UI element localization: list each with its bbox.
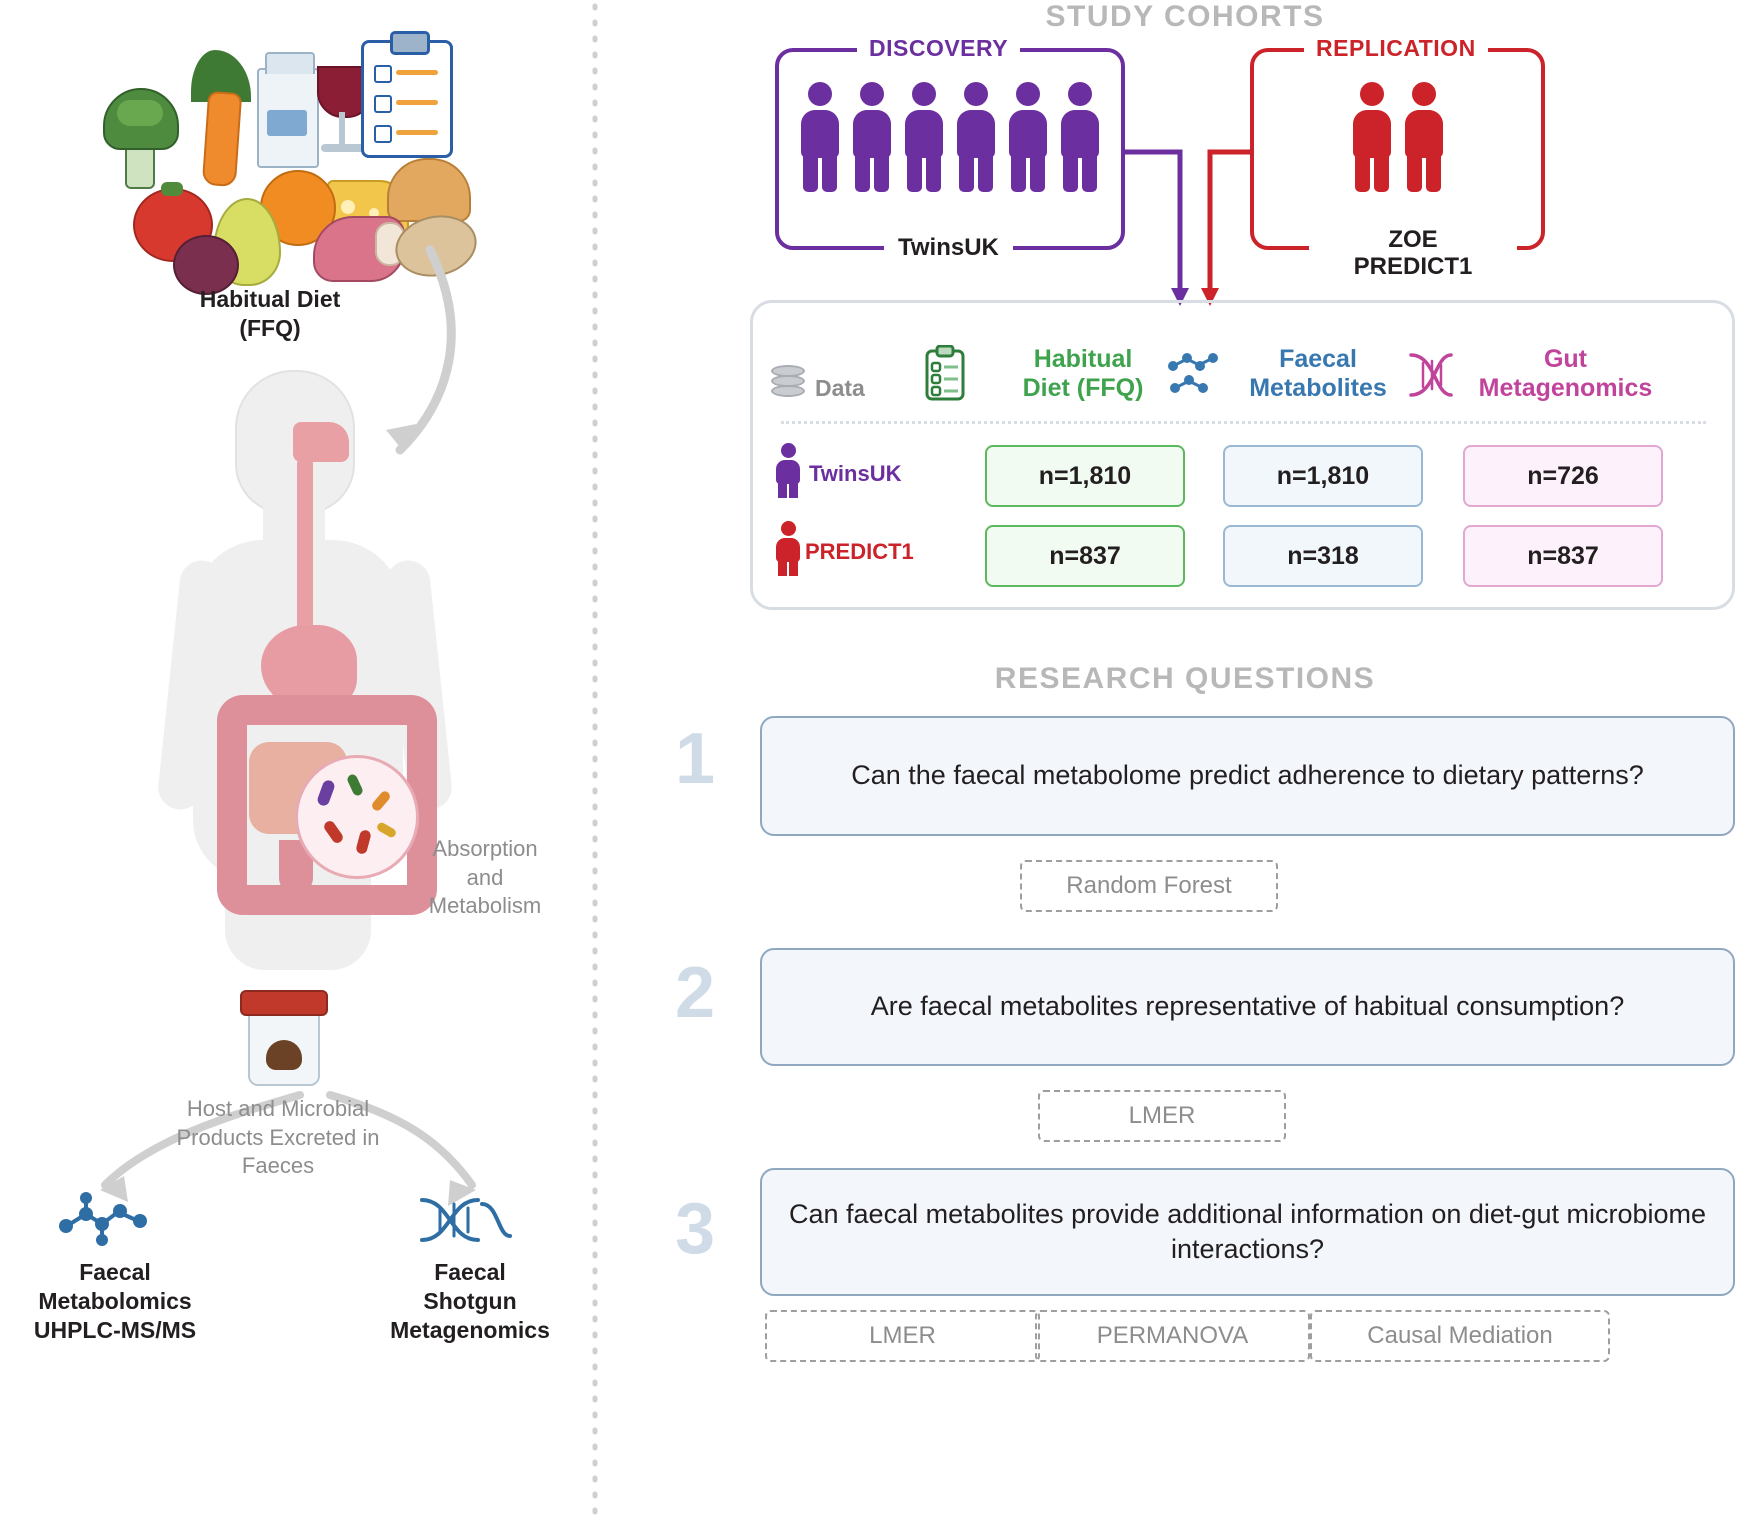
question-1-box: Can the faecal metabolome predict adherence to dietary patterns? bbox=[760, 716, 1735, 836]
microbe-icon bbox=[322, 819, 345, 845]
human-body-illustration bbox=[175, 370, 435, 970]
cell-predict1-faecal-metabolites: n=318 bbox=[1223, 525, 1423, 587]
row-label-predict1: PREDICT1 bbox=[805, 539, 914, 564]
faecal-metabolomics-label bbox=[0, 1258, 230, 1344]
research-questions-title: RESEARCH QUESTIONS bbox=[994, 662, 1376, 695]
excreted-line3: Faeces bbox=[241, 1153, 315, 1179]
meat-icon bbox=[313, 216, 405, 282]
left-panel-study-overview bbox=[0, 0, 580, 1528]
excreted-line1: Host and Microbial bbox=[186, 1096, 370, 1121]
stool-pot-body bbox=[248, 1012, 320, 1086]
habitual-diet-label-line2: (FFQ) bbox=[239, 314, 301, 341]
absorption-line1: Absorption bbox=[432, 836, 538, 861]
stool-sample-pot-icon bbox=[240, 990, 324, 1082]
microbe-icon bbox=[316, 779, 336, 808]
person-icon bbox=[851, 82, 893, 192]
discovery-cohort-box bbox=[775, 35, 1125, 261]
method-chip-lmer-2: LMER bbox=[765, 1310, 1040, 1362]
bread-icon bbox=[387, 158, 471, 222]
microbe-icon bbox=[346, 773, 364, 797]
data-summary-table bbox=[750, 300, 1735, 610]
column-header-gut-metagenomics bbox=[1453, 345, 1678, 403]
clipboard-row bbox=[374, 65, 438, 81]
question-3-number: 3 bbox=[674, 1189, 716, 1269]
microbe-icon bbox=[370, 789, 392, 812]
database-icon bbox=[771, 365, 805, 401]
food-illustration bbox=[95, 30, 425, 280]
row-label-twinsuk: TwinsUK bbox=[809, 461, 902, 486]
wine-glass-foot-icon bbox=[321, 144, 365, 152]
absorption-metabolism-label bbox=[400, 835, 570, 921]
faecal-metagenomics-label bbox=[350, 1258, 590, 1344]
method-chip-causal-mediation: Causal Mediation bbox=[1310, 1310, 1610, 1362]
person-icon bbox=[1059, 82, 1101, 192]
metabolomics-line2: Metabolomics bbox=[38, 1287, 192, 1314]
milk-carton-icon bbox=[257, 68, 319, 168]
person-icon bbox=[1007, 82, 1049, 192]
discovery-people-group bbox=[779, 82, 1121, 192]
column-header-faecal-metabolites bbox=[1223, 345, 1413, 403]
column-header-gut-metagenomics-line2: Metagenomics bbox=[1478, 373, 1653, 402]
replication-cohort-name-line1: ZOE bbox=[1388, 226, 1438, 254]
replication-people-group bbox=[1254, 82, 1541, 192]
stool-icon bbox=[266, 1040, 302, 1070]
wine-glass-stem-icon bbox=[339, 112, 345, 146]
replication-cohort-box bbox=[1250, 35, 1545, 280]
table-divider bbox=[781, 421, 1706, 424]
predict1-person-icon bbox=[775, 521, 801, 575]
study-cohorts-title: STUDY COHORTS bbox=[1045, 0, 1325, 33]
ffq-clipboard-icon bbox=[361, 40, 453, 158]
question-2-box: Are faecal metabolites representative of habitual consumption? bbox=[760, 948, 1735, 1066]
metabolomics-line1: Faecal bbox=[79, 1259, 151, 1285]
cell-twinsuk-gut-metagenomics: n=726 bbox=[1463, 445, 1663, 507]
cell-predict1-gut-metagenomics: n=837 bbox=[1463, 525, 1663, 587]
carrot-icon bbox=[202, 91, 242, 187]
panel-divider bbox=[592, 0, 598, 1528]
column-header-gut-metagenomics-line1: Gut bbox=[1543, 345, 1588, 373]
method-chip-lmer: LMER bbox=[1038, 1090, 1286, 1142]
replication-legend-label: REPLICATION bbox=[1304, 35, 1488, 62]
metagenomics-line3: Metagenomics bbox=[390, 1316, 550, 1343]
stool-pot-lid bbox=[240, 990, 328, 1016]
question-3-box: Can faecal metabolites provide additional information on diet-gut microbiome interactions? bbox=[760, 1168, 1735, 1296]
broccoli-icon bbox=[103, 88, 179, 150]
twinsuk-person-icon bbox=[775, 443, 801, 497]
method-chip-random-forest: Random Forest bbox=[1020, 860, 1278, 912]
person-icon bbox=[903, 82, 945, 192]
cell-predict1-habitual-diet: n=837 bbox=[985, 525, 1185, 587]
question-2-number: 2 bbox=[674, 953, 716, 1033]
metabolomics-line3: UHPLC-MS/MS bbox=[33, 1316, 197, 1343]
discovery-legend-label: DISCOVERY bbox=[857, 35, 1020, 62]
absorption-line3: Metabolism bbox=[428, 893, 542, 919]
cell-twinsuk-faecal-metabolites: n=1,810 bbox=[1223, 445, 1423, 507]
dna-icon bbox=[410, 1190, 520, 1250]
question-1-number: 1 bbox=[674, 719, 716, 799]
replication-cohort-name bbox=[1309, 227, 1517, 280]
discovery-cohort-name: TwinsUK bbox=[884, 234, 1013, 262]
method-chip-permanova: PERMANOVA bbox=[1035, 1310, 1310, 1362]
clipboard-row bbox=[374, 125, 438, 141]
microbe-icon bbox=[376, 821, 398, 839]
absorption-line2: and bbox=[466, 864, 504, 890]
person-icon bbox=[1351, 82, 1393, 192]
metagenomics-line1: Faecal bbox=[434, 1259, 506, 1285]
habitual-diet-label bbox=[120, 285, 420, 343]
excreted-line2: Products Excreted in bbox=[176, 1124, 380, 1150]
metagenomics-line2: Shotgun bbox=[423, 1287, 517, 1314]
habitual-diet-label-line1: Habitual Diet bbox=[199, 286, 341, 312]
esophagus-icon bbox=[297, 456, 313, 646]
clipboard-row bbox=[374, 95, 438, 111]
person-icon bbox=[799, 82, 841, 192]
person-icon bbox=[955, 82, 997, 192]
column-header-faecal-metabolites-line1: Faecal bbox=[1279, 345, 1357, 373]
person-icon bbox=[1403, 82, 1445, 192]
data-label: Data bbox=[815, 375, 865, 401]
clipboard-clip-icon bbox=[390, 31, 430, 55]
column-header-habitual-diet bbox=[978, 345, 1188, 403]
column-header-faecal-metabolites-line2: Metabolites bbox=[1249, 373, 1387, 402]
cell-twinsuk-habitual-diet: n=1,810 bbox=[985, 445, 1185, 507]
column-header-habitual-diet-line2: Diet (FFQ) bbox=[1022, 373, 1144, 402]
right-panel-design bbox=[620, 0, 1750, 1528]
replication-cohort-name-line2: PREDICT1 bbox=[1353, 252, 1473, 280]
microbe-icon bbox=[355, 829, 372, 855]
clipboard-icon bbox=[921, 345, 969, 403]
excreted-products-label bbox=[168, 1095, 388, 1181]
column-header-habitual-diet-line1: Habitual bbox=[1033, 345, 1133, 373]
molecule-icon bbox=[52, 1190, 162, 1250]
